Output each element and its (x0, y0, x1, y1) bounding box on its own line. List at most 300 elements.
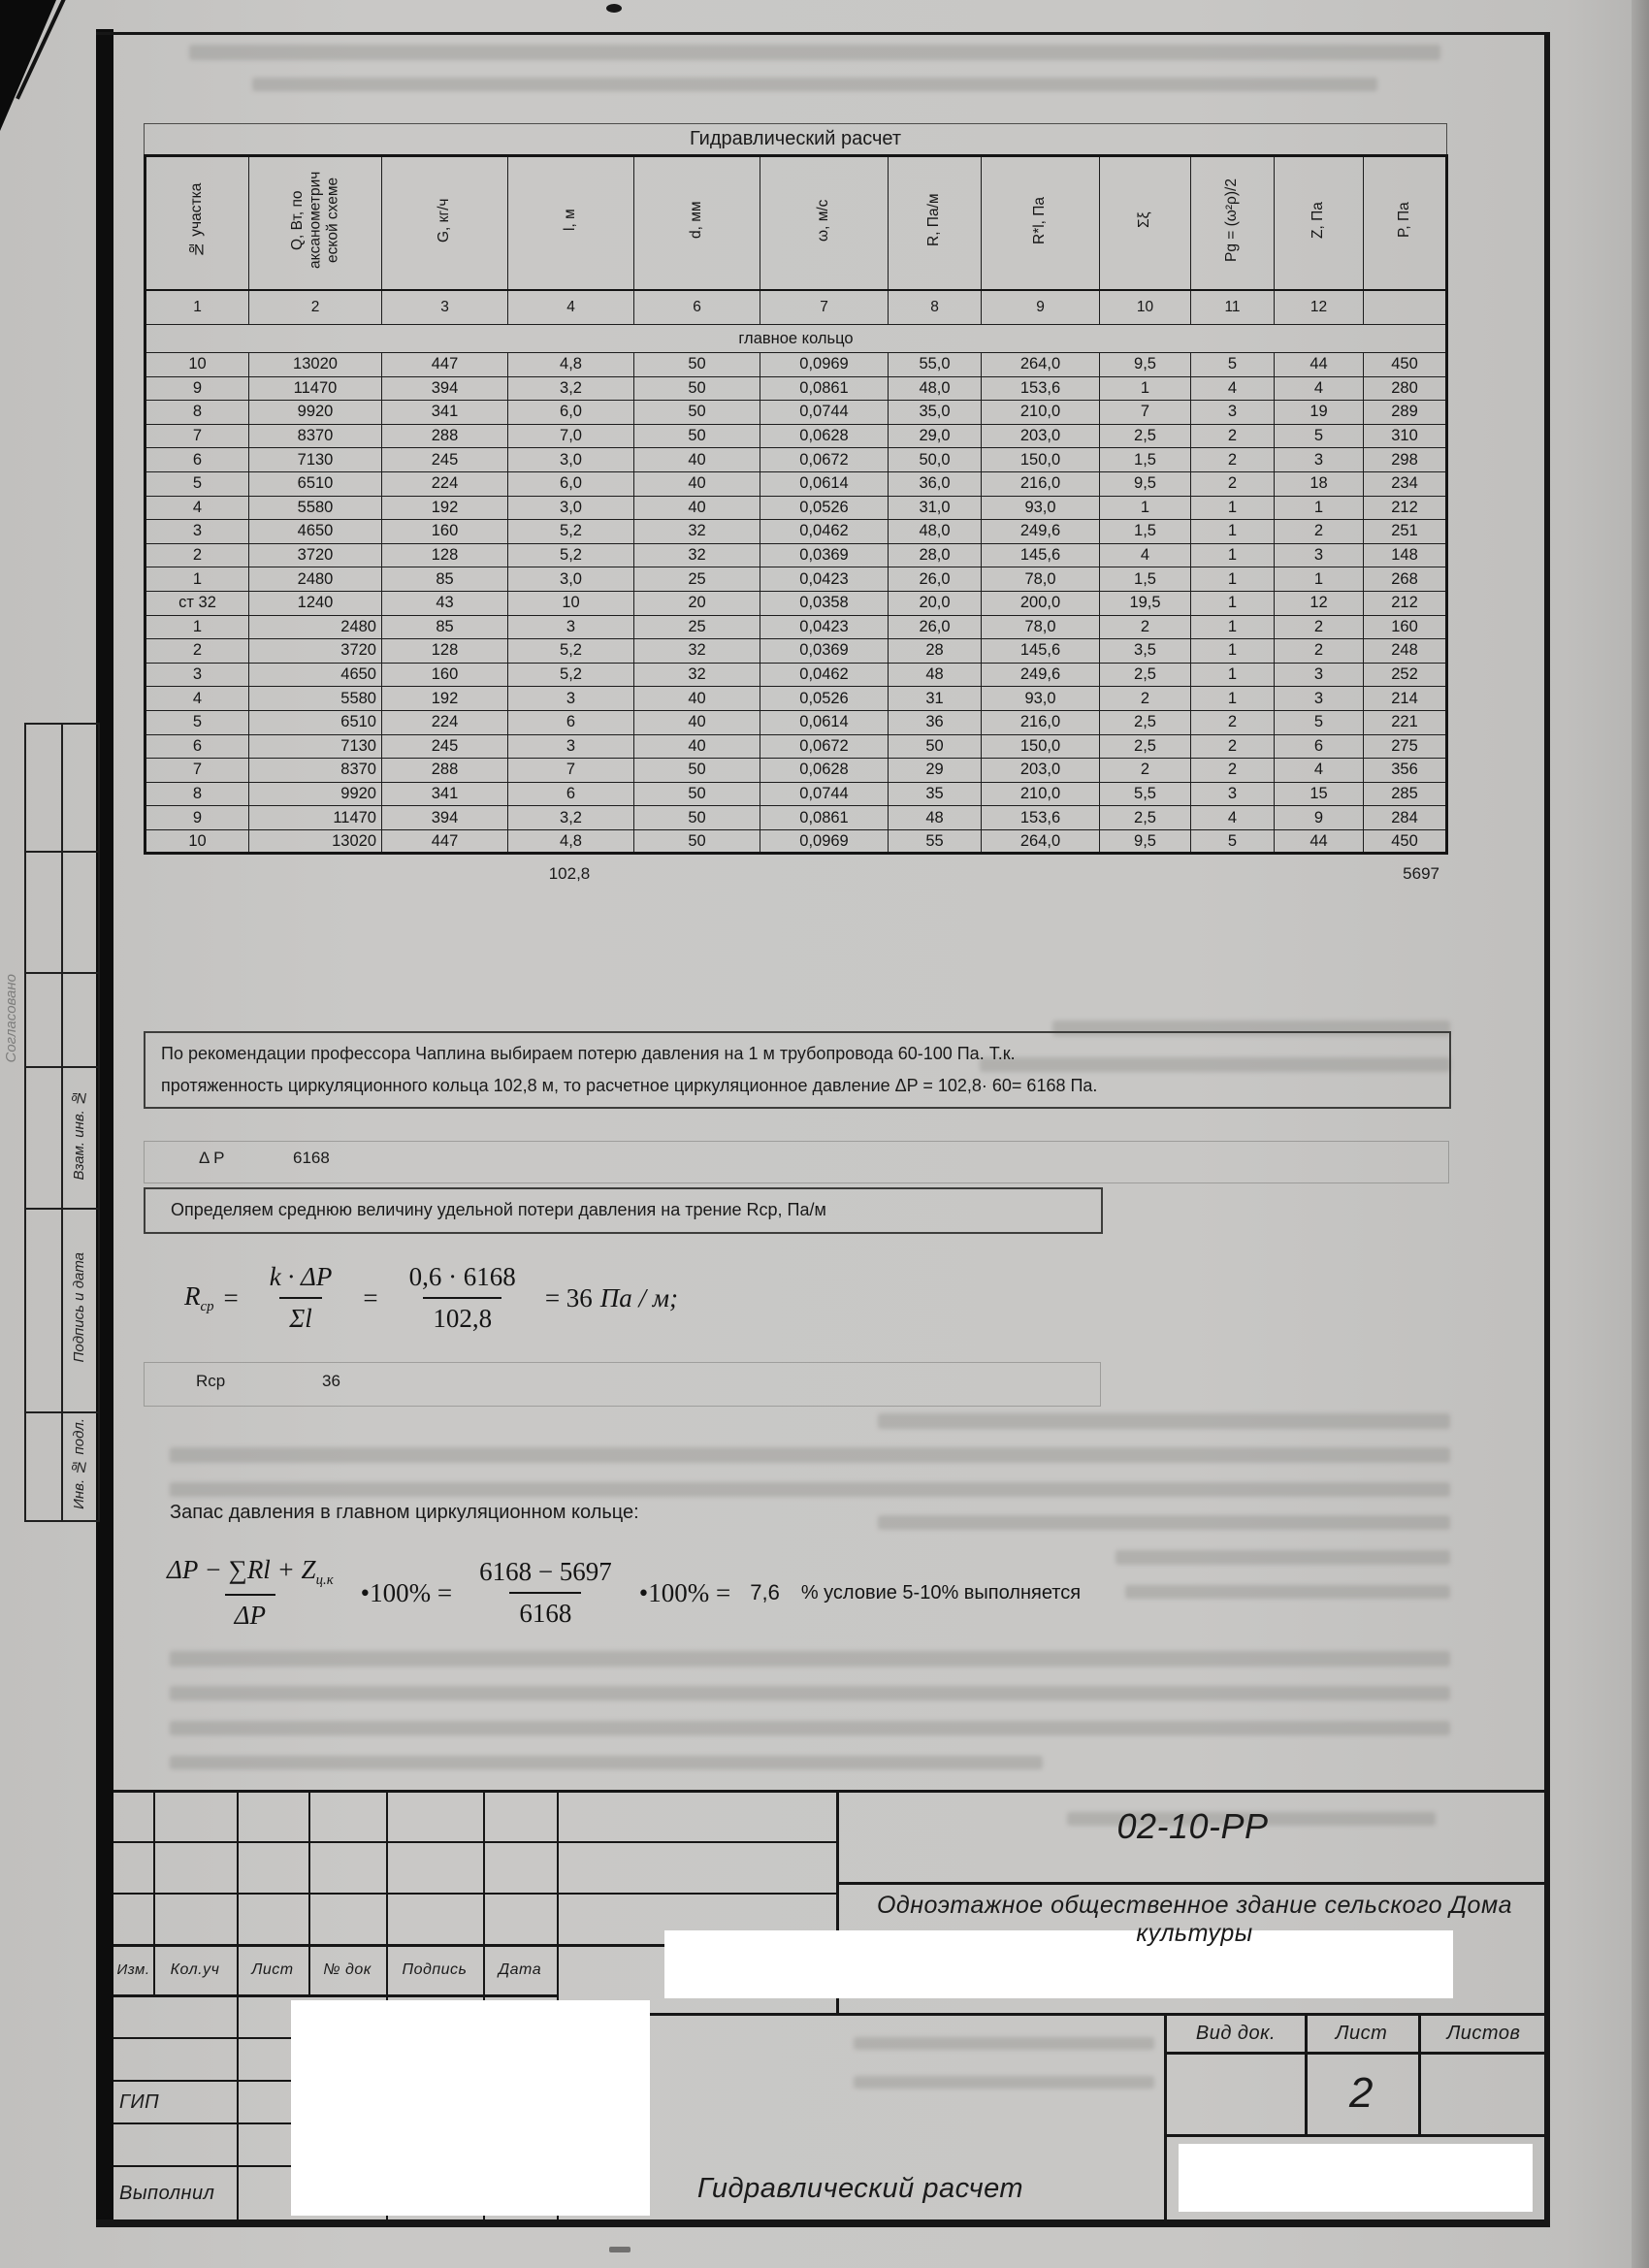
table-cell: 7130 (249, 448, 382, 472)
table-cell: 50 (634, 424, 760, 448)
table-cell: 3720 (249, 543, 382, 567)
table-row (146, 687, 1447, 711)
table-cell: 9920 (249, 782, 382, 806)
table-cell: 0,0423 (760, 567, 889, 592)
table-cell: 2 (1275, 639, 1364, 664)
recommendation-note-box (144, 1031, 1451, 1109)
col-label-koluch: Кол.уч (170, 1961, 220, 1978)
table-cell: 40 (634, 710, 760, 734)
table-cell: 1 (1275, 567, 1364, 592)
table-cell: 1240 (249, 591, 382, 615)
formula-result: = 36 (544, 1282, 593, 1312)
table-cell: 4 (146, 687, 249, 711)
table-cell: 93,0 (982, 687, 1100, 711)
table-cell: 289 (1364, 401, 1447, 425)
table-cell: 3,2 (508, 806, 634, 830)
table-cell: 6,0 (508, 471, 634, 496)
table-cell: 9,5 (1100, 353, 1191, 377)
ghost-text-band (170, 1447, 1450, 1463)
table-cell: 3 (146, 663, 249, 687)
table-cell: 7130 (249, 734, 382, 759)
ghost-text-band (252, 78, 1377, 91)
table-cell: 0,0744 (760, 782, 889, 806)
table-row (146, 639, 1447, 664)
table-cell: 55,0 (889, 353, 982, 377)
table-cell: 6510 (249, 710, 382, 734)
table-cell: 1 (146, 567, 249, 592)
formula-variable: $R_{ср}$ (184, 1280, 214, 1314)
table-cell: 148 (1364, 543, 1447, 567)
ghost-text-band (878, 1515, 1450, 1530)
table-cell: 50 (634, 782, 760, 806)
table-cell: 288 (382, 424, 508, 448)
table-cell: 128 (382, 543, 508, 567)
table-cell: 19 (1275, 401, 1364, 425)
column-header: Q, Вт, по аксанометрич еской схеме (249, 156, 382, 290)
table-cell: 44 (1275, 353, 1364, 377)
rcp-heading-box (144, 1187, 1103, 1234)
table-cell: 4 (1100, 543, 1191, 567)
table-cell: 2 (1275, 520, 1364, 544)
table-cell: 2 (1191, 424, 1275, 448)
table-cell: 214 (1364, 687, 1447, 711)
table-cell: 4 (1191, 806, 1275, 830)
table-cell: 2480 (249, 615, 382, 639)
table-cell: 2 (1100, 615, 1191, 639)
table-cell: 224 (382, 471, 508, 496)
ghost-text-band (854, 2076, 1154, 2089)
table-cell: 447 (382, 353, 508, 377)
table-cell: 153,6 (982, 806, 1100, 830)
table-cell: 15 (1275, 782, 1364, 806)
sidebar-label-vzam-inv: Взам. инв. № (70, 1089, 87, 1181)
table-cell: 5,2 (508, 543, 634, 567)
table-cell: 50 (634, 401, 760, 425)
table-cell: 6,0 (508, 401, 634, 425)
table-cell: 32 (634, 520, 760, 544)
rcp-label: Rср (196, 1372, 226, 1390)
table-cell: 25 (634, 615, 760, 639)
table-cell: 1 (1191, 591, 1275, 615)
ghost-text-band (170, 1651, 1450, 1667)
table-cell: 251 (1364, 520, 1447, 544)
table-cell: 0,0462 (760, 663, 889, 687)
table-cell: 5 (1191, 353, 1275, 377)
table-cell: 221 (1364, 710, 1447, 734)
rcp-row-box (144, 1362, 1101, 1407)
table-cell: 0,0462 (760, 520, 889, 544)
table-cell: 3720 (249, 639, 382, 664)
ghost-text-band (170, 1482, 1450, 1497)
table-cell: 264,0 (982, 353, 1100, 377)
table-total-length: 102,8 (548, 864, 591, 883)
table-cell: 7 (1100, 401, 1191, 425)
table-cell: 2480 (249, 567, 382, 592)
fraction: $\frac{k \cdot \Delta P}{\Sigma l}$ (269, 1262, 333, 1333)
table-cell: 216,0 (982, 471, 1100, 496)
column-number: 7 (760, 290, 889, 325)
table-cell: 2,5 (1100, 806, 1191, 830)
table-cell: 285 (1364, 782, 1447, 806)
table-cell: 200,0 (982, 591, 1100, 615)
table-cell: 4 (1191, 376, 1275, 401)
table-cell: 145,6 (982, 639, 1100, 664)
column-number: 3 (382, 290, 508, 325)
table-cell: 2 (146, 639, 249, 664)
table-cell: 2 (146, 543, 249, 567)
table-cell: 1 (1191, 543, 1275, 567)
table-cell: 0,0526 (760, 496, 889, 520)
table-cell: 249,6 (982, 520, 1100, 544)
rcp-heading: Определяем среднюю величину удельной потери давления на трение Rср, Па/м (171, 1200, 826, 1219)
table-cell: 1 (146, 615, 249, 639)
table-cell: 1,5 (1100, 448, 1191, 472)
table-cell: 0,0861 (760, 376, 889, 401)
table-cell: 2,5 (1100, 424, 1191, 448)
table-cell: 78,0 (982, 567, 1100, 592)
table-cell: 50 (634, 829, 760, 854)
table-cell: 0,0672 (760, 734, 889, 759)
table-cell: 3 (1275, 663, 1364, 687)
table-row (146, 424, 1447, 448)
ghost-text-band (189, 45, 1440, 60)
table-row (146, 734, 1447, 759)
ghost-text-band (1125, 1585, 1450, 1599)
table-cell: 2 (1191, 759, 1275, 783)
table-cell: 78,0 (982, 615, 1100, 639)
table-cell: 1 (1191, 639, 1275, 664)
table-cell: 3 (1275, 543, 1364, 567)
table-cell: 11470 (249, 806, 382, 830)
table-cell: 245 (382, 448, 508, 472)
table-cell: 12 (1275, 591, 1364, 615)
column-number: 1 (146, 290, 249, 325)
table-cell: ст 32 (146, 591, 249, 615)
table-cell: 0,0358 (760, 591, 889, 615)
table-header-row (146, 156, 1447, 290)
table-cell: 5,2 (508, 639, 634, 664)
table-cell: 3 (1275, 687, 1364, 711)
table-cell: 50 (634, 759, 760, 783)
table-cell: 203,0 (982, 759, 1100, 783)
table-cell: 2 (1275, 615, 1364, 639)
table-cell: 0,0861 (760, 806, 889, 830)
table-cell: 48,0 (889, 376, 982, 401)
table-cell: 43 (382, 591, 508, 615)
table-cell: 11470 (249, 376, 382, 401)
column-header: ω, м/с (760, 156, 889, 290)
table-cell: 29,0 (889, 424, 982, 448)
table-row (146, 376, 1447, 401)
table-cell: 9 (146, 376, 249, 401)
table-cell: 3,0 (508, 448, 634, 472)
column-header: Z, Па (1275, 156, 1364, 290)
table-total-pressure: 5697 (1403, 864, 1439, 883)
table-cell: 13020 (249, 353, 382, 377)
table-cell: 6 (146, 448, 249, 472)
table-cell: 341 (382, 401, 508, 425)
table-cell: 32 (634, 639, 760, 664)
table-cell: 7,0 (508, 424, 634, 448)
table-cell: 5 (1275, 710, 1364, 734)
table-cell: 0,0628 (760, 424, 889, 448)
table-cell: 2 (1191, 734, 1275, 759)
table-cell: 245 (382, 734, 508, 759)
table-cell: 7 (146, 424, 249, 448)
reserve-formula (146, 1544, 1081, 1641)
table-cell: 50 (634, 806, 760, 830)
table-cell: 1 (1100, 376, 1191, 401)
col-label-data: Дата (498, 1961, 542, 1978)
column-number (1364, 290, 1447, 325)
table-cell: 85 (382, 567, 508, 592)
table-cell: 5 (146, 710, 249, 734)
table-cell: 0,0369 (760, 639, 889, 664)
listov-label: Листов (1446, 2023, 1521, 2044)
table-title: Гидравлический расчет (689, 128, 902, 149)
table-cell: 5580 (249, 496, 382, 520)
table-cell: 5580 (249, 687, 382, 711)
column-number: 10 (1100, 290, 1191, 325)
frame-bottom (96, 2219, 1550, 2227)
table-cell: 5 (1191, 829, 1275, 854)
table-cell: 20,0 (889, 591, 982, 615)
column-header: P, Па (1364, 156, 1447, 290)
table-cell: 4650 (249, 520, 382, 544)
column-header: R, Па/м (889, 156, 982, 290)
table-row (146, 353, 1447, 377)
ghost-text-band (170, 1721, 1450, 1735)
column-header: Pg = (ω²ρ)/2 (1191, 156, 1275, 290)
table-cell: 48 (889, 663, 982, 687)
table-row (146, 782, 1447, 806)
fraction: $\frac{\Delta P - \sum Rl + Z_{ц.к}}{\Delta P}$ (167, 1555, 334, 1630)
table-cell: 150,0 (982, 734, 1100, 759)
ghost-text-band (170, 1686, 1450, 1701)
table-cell: 50,0 (889, 448, 982, 472)
table-row (146, 471, 1447, 496)
table-cell: 3 (508, 734, 634, 759)
table-cell: 55 (889, 829, 982, 854)
table-cell: 5 (1275, 424, 1364, 448)
col-label-ndok: № док (323, 1961, 372, 1978)
table-cell: 25 (634, 567, 760, 592)
table-cell: 4 (1275, 759, 1364, 783)
column-header: Σξ (1100, 156, 1191, 290)
table-cell: 1 (1191, 567, 1275, 592)
table-cell: 203,0 (982, 424, 1100, 448)
table-cell: 8 (146, 782, 249, 806)
table-cell: 0,0969 (760, 829, 889, 854)
scan-mark-bottom (609, 2247, 630, 2252)
frame-top (96, 32, 1549, 35)
column-number: 6 (634, 290, 760, 325)
hydraulic-table (144, 154, 1448, 855)
table-cell: 6510 (249, 471, 382, 496)
scan-corner-artifact (0, 0, 56, 131)
table-cell: 1 (1275, 496, 1364, 520)
dp-row-box (144, 1141, 1449, 1183)
role-vypolnil: Выполнил (119, 2183, 215, 2204)
table-cell: 9,5 (1100, 829, 1191, 854)
table-cell: 2 (1191, 448, 1275, 472)
object-title: Одноэтажное общественное здание сельского Дома культуры (876, 1892, 1512, 1947)
table-cell: 234 (1364, 471, 1447, 496)
table-cell: 0,0369 (760, 543, 889, 567)
reserve-heading: Запас давления в главном циркуляционном кольце: (170, 1502, 639, 1523)
multiplier: •100% = (638, 1577, 731, 1607)
sidebar-label-inv-podl: Инв. № подл. (70, 1418, 87, 1509)
table-cell: 0,0969 (760, 353, 889, 377)
table-row (146, 543, 1447, 567)
table-cell: 3,0 (508, 496, 634, 520)
table-cell: 2 (1100, 759, 1191, 783)
table-cell: 268 (1364, 567, 1447, 592)
table-cell: 310 (1364, 424, 1447, 448)
table-cell: 160 (382, 663, 508, 687)
table-cell: 2 (1100, 687, 1191, 711)
table-cell: 26,0 (889, 615, 982, 639)
dp-label: Δ P (199, 1149, 225, 1167)
table-cell: 44 (1275, 829, 1364, 854)
table-cell: 6 (508, 710, 634, 734)
table-cell: 10 (146, 829, 249, 854)
table-cell: 50 (889, 734, 982, 759)
table-cell: 3 (1191, 782, 1275, 806)
table-cell: 284 (1364, 806, 1447, 830)
table-cell: 1 (1191, 687, 1275, 711)
table-cell: 9 (146, 806, 249, 830)
table-cell: 4650 (249, 663, 382, 687)
column-header: R*l, Па (982, 156, 1100, 290)
table-cell: 192 (382, 496, 508, 520)
table-cell: 450 (1364, 829, 1447, 854)
table-cell: 3 (1191, 401, 1275, 425)
table-cell: 0,0526 (760, 687, 889, 711)
table-cell: 3 (508, 687, 634, 711)
ghost-text-band (1116, 1550, 1450, 1565)
table-cell: 4,8 (508, 829, 634, 854)
table-cell: 1 (1191, 663, 1275, 687)
table-cell: 150,0 (982, 448, 1100, 472)
table-cell: 7 (146, 759, 249, 783)
table-cell: 50 (634, 353, 760, 377)
dp-value: 6168 (293, 1149, 330, 1167)
table-cell: 280 (1364, 376, 1447, 401)
table-cell: 31 (889, 687, 982, 711)
table-cell: 18 (1275, 471, 1364, 496)
table-row (146, 759, 1447, 783)
table-cell: 50 (634, 376, 760, 401)
equals-sign: = (223, 1282, 239, 1312)
table-cell: 7 (508, 759, 634, 783)
table-cell: 2,5 (1100, 710, 1191, 734)
table-row (146, 806, 1447, 830)
table-cell: 2,5 (1100, 663, 1191, 687)
section-label: главное кольцо (146, 325, 1447, 353)
col-label-list: Лист (251, 1961, 294, 1978)
column-number: 9 (982, 290, 1100, 325)
column-number: 8 (889, 290, 982, 325)
table-cell: 26,0 (889, 567, 982, 592)
table-cell: 153,6 (982, 376, 1100, 401)
table-cell: 32 (634, 663, 760, 687)
table-cell: 4 (1275, 376, 1364, 401)
table-cell: 10 (146, 353, 249, 377)
table-row (146, 829, 1447, 854)
table-cell: 145,6 (982, 543, 1100, 567)
table-cell: 298 (1364, 448, 1447, 472)
table-cell: 28 (889, 639, 982, 664)
table-cell: 4 (146, 496, 249, 520)
table-cell: 1 (1100, 496, 1191, 520)
table-cell: 249,6 (982, 663, 1100, 687)
table-cell: 48,0 (889, 520, 982, 544)
reserve-condition: % условие 5-10% выполняется (800, 1581, 1082, 1604)
column-header: d, мм (634, 156, 760, 290)
column-number: 2 (249, 290, 382, 325)
table-cell: 210,0 (982, 782, 1100, 806)
table-cell: 6 (1275, 734, 1364, 759)
table-cell: 9 (1275, 806, 1364, 830)
multiplier: •100% = (360, 1577, 453, 1607)
reserve-result: 7,6 (750, 1580, 780, 1604)
table-cell: 5,5 (1100, 782, 1191, 806)
table-cell: 2,5 (1100, 734, 1191, 759)
table-row (146, 567, 1447, 592)
table-cell: 3 (146, 520, 249, 544)
recommendation-line-1: По рекомендации профессора Чаплина выбираем потерю давления на 1 м трубопровода 60-100 Па. Т.к. (161, 1044, 1016, 1063)
table-row (146, 615, 1447, 639)
table-cell: 341 (382, 782, 508, 806)
table-cell: 288 (382, 759, 508, 783)
fraction: $\frac{6168 - 5697}{6168}$ (479, 1557, 612, 1628)
table-cell: 212 (1364, 496, 1447, 520)
sidebar-label-soglasovano: Согласовано (2, 974, 19, 1063)
table-cell: 40 (634, 687, 760, 711)
table-cell: 450 (1364, 353, 1447, 377)
document-title: Гидравлический расчет (696, 2173, 1024, 2204)
table-cell: 36 (889, 710, 982, 734)
table-cell: 224 (382, 710, 508, 734)
table-cell: 31,0 (889, 496, 982, 520)
table-cell: 275 (1364, 734, 1447, 759)
rcp-formula (184, 1249, 678, 1346)
table-cell: 35,0 (889, 401, 982, 425)
table-cell: 1 (1191, 496, 1275, 520)
table-cell: 0,0672 (760, 448, 889, 472)
redaction-rect-bottom-right (1179, 2144, 1533, 2212)
sheet-number: 2 (1349, 2069, 1374, 2117)
equals-sign: = (363, 1282, 378, 1312)
table-cell: 0,0744 (760, 401, 889, 425)
table-cell: 40 (634, 448, 760, 472)
table-cell: 8370 (249, 759, 382, 783)
table-cell: 212 (1364, 591, 1447, 615)
document-code: 02-10-РР (1116, 1806, 1269, 1846)
column-number: 12 (1275, 290, 1364, 325)
list-label: Лист (1335, 2023, 1388, 2044)
table-row (146, 520, 1447, 544)
table-cell: 8370 (249, 424, 382, 448)
table-cell: 394 (382, 806, 508, 830)
fraction: $\frac{0,6 \cdot 6168}{102,8}$ (408, 1262, 516, 1333)
column-header: № участка (146, 156, 249, 290)
table-cell: 9920 (249, 401, 382, 425)
rcp-value: 36 (322, 1372, 340, 1390)
table-cell: 5,2 (508, 520, 634, 544)
table-cell: 8 (146, 401, 249, 425)
